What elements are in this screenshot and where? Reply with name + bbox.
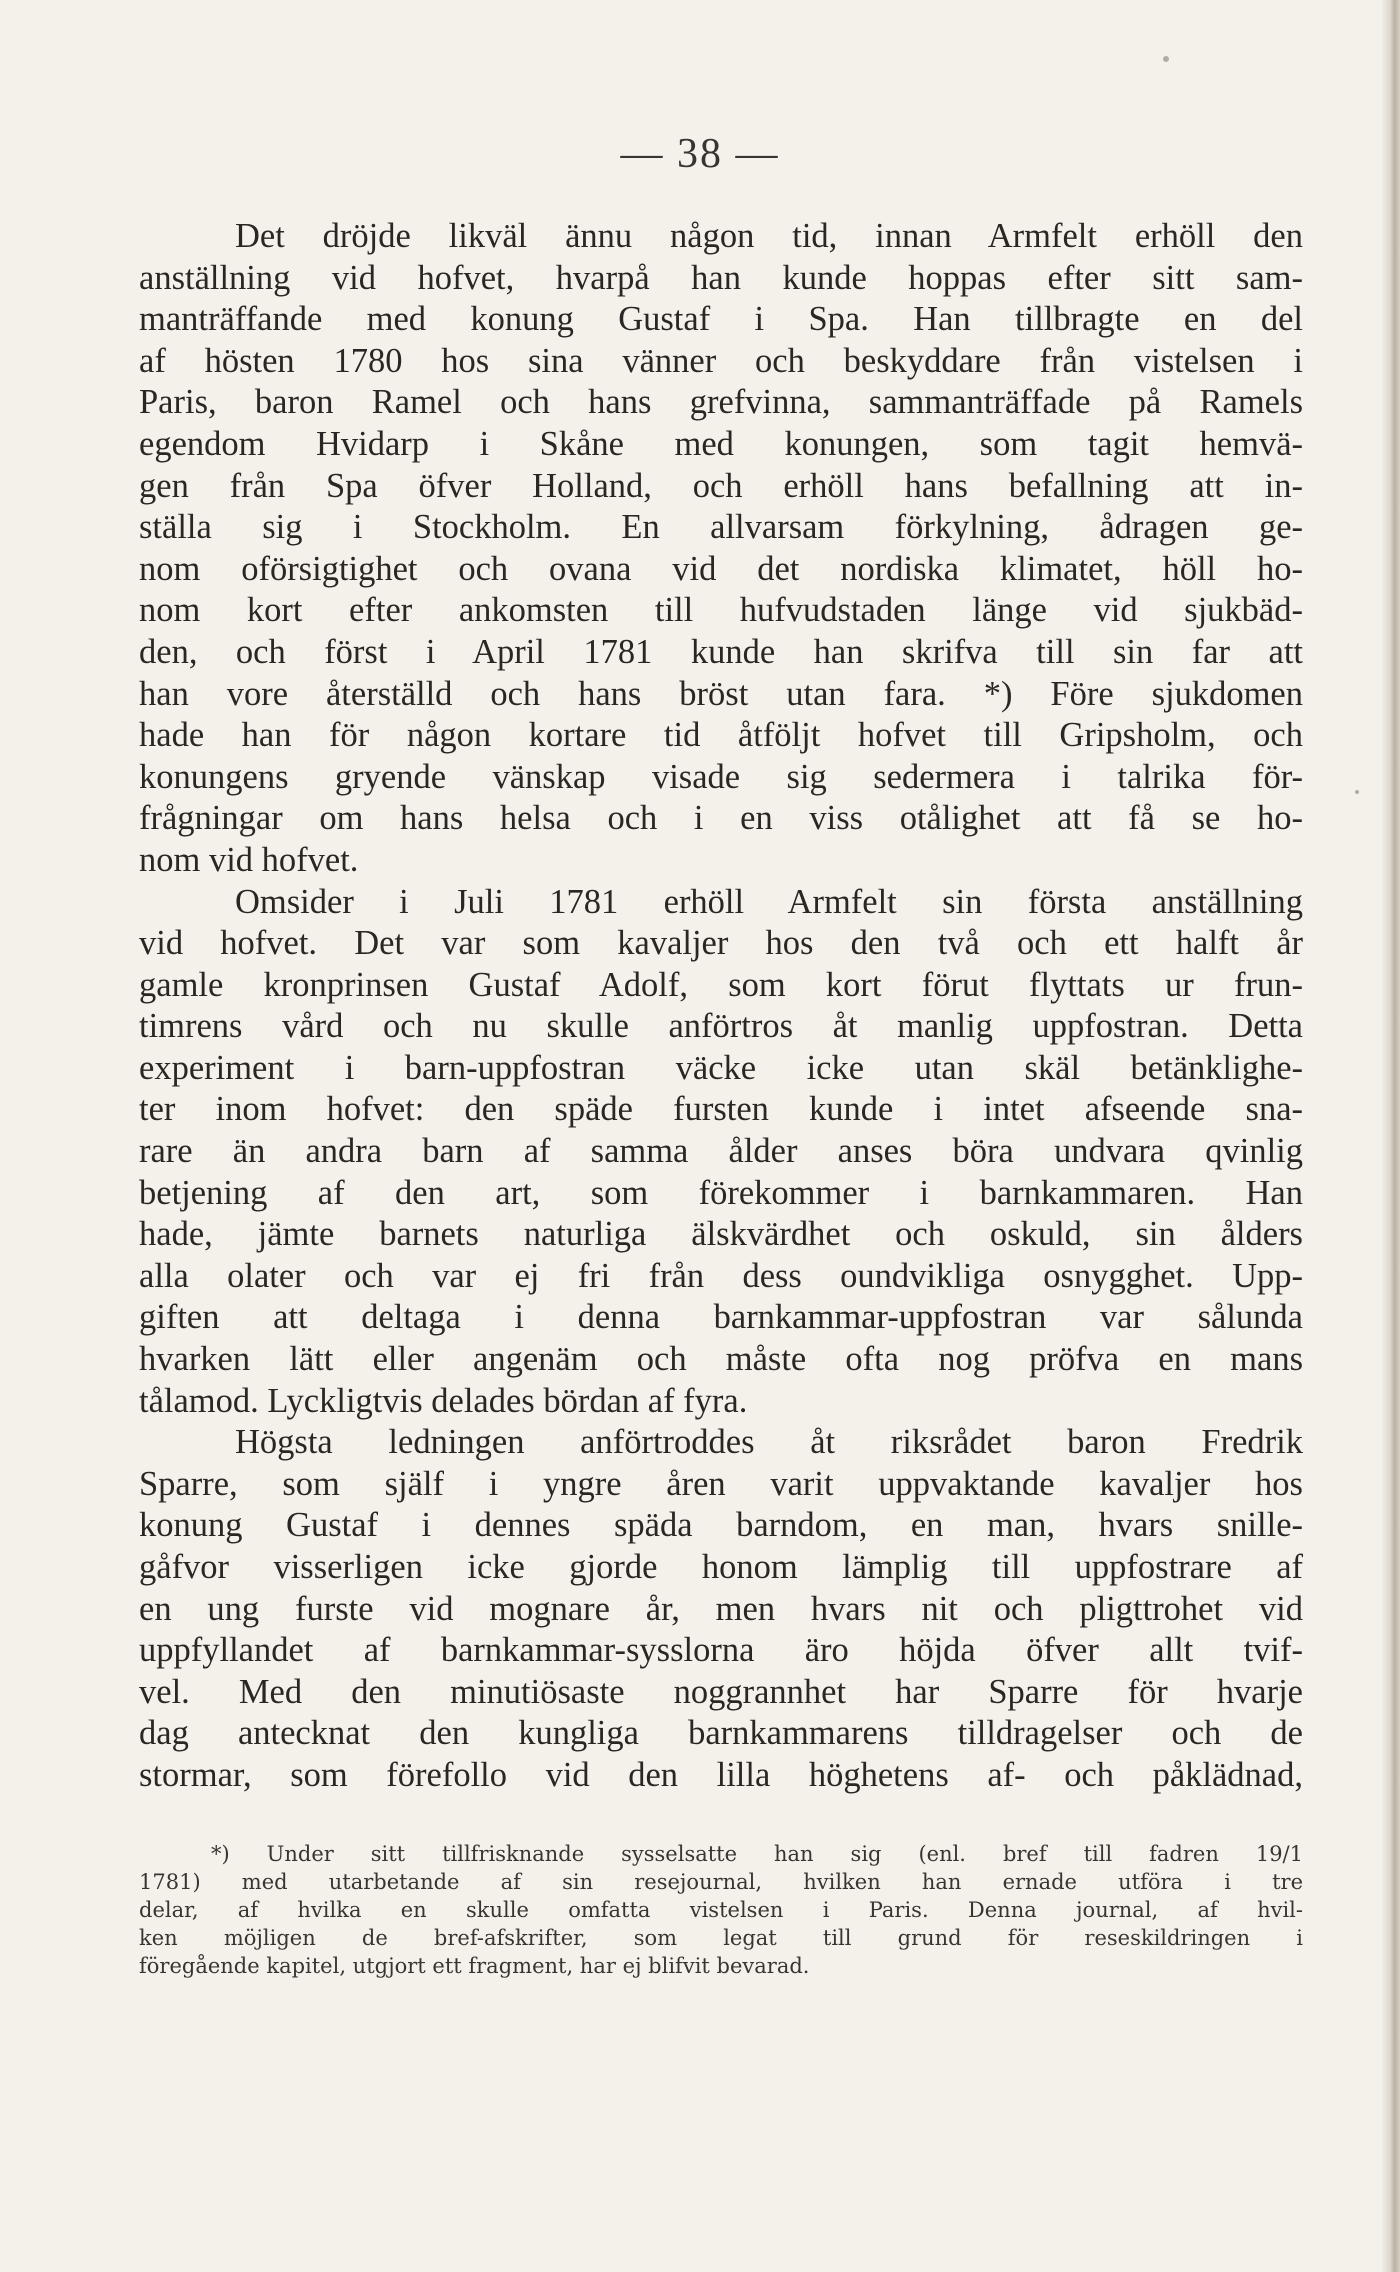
text-line: gen från Spa öfver Holland, och erhöll hans befallning att in-	[139, 466, 1303, 505]
text-line: gåfvor visserligen icke gjorde honom lämplig till uppfostrare af	[139, 1548, 1303, 1586]
text-line: manträffande med konung Gustaf i Spa. Han tillbragte en del	[139, 300, 1303, 339]
text-line: tålamod. Lyckligtvis delades bördan af fyra.	[139, 1381, 748, 1420]
footnote-line: föregående kapitel, utgjort ett fragment, har ej blifvit bevarad.	[139, 1954, 810, 1978]
text-line: gamle kronprinsen Gustaf Adolf, som kort förut flyttats ur frun-	[139, 965, 1303, 1004]
text-line: dag antecknat den kungliga barnkammarens tilldragelser och de	[139, 1714, 1303, 1753]
text-line: alla olater och var ej fri från dess oundvikliga osnygghet. Upp-	[139, 1256, 1303, 1295]
text-line: konung Gustaf i dennes späda barndom, en man, hvars snille-	[139, 1506, 1303, 1545]
text-line: en ung furste vid mognare år, men hvars nit och pligttrohet vid	[139, 1589, 1303, 1628]
print-speck	[1163, 56, 1169, 62]
footnote-line: ken möjligen de bref-afskrifter, som legat till grund för reseskildringen i	[139, 1926, 1303, 1950]
text-line: Paris, baron Ramel och hans grefvinna, sammanträffade på Ramels	[139, 383, 1303, 422]
text-line: Sparre, som själf i yngre åren varit uppvaktande kavaljer hos	[139, 1464, 1303, 1503]
print-speck	[1355, 790, 1359, 794]
text-line: betjening af den art, som förekommer i barnkammaren. Han	[139, 1173, 1303, 1212]
text-line: nom vid hofvet.	[139, 840, 359, 879]
text-line: ställa sig i Stockholm. En allvarsam förkylning, ådragen ge-	[139, 508, 1303, 547]
text-line: vid hofvet. Det var som kavaljer hos den två och ett halft år	[139, 924, 1303, 963]
text-line: han vore återställd och hans bröst utan fara. *) Före sjukdomen	[139, 674, 1303, 713]
text-line: timrens vård och nu skulle anförtros åt manlig uppfostran. Detta	[139, 1007, 1303, 1046]
text-line: frågningar om hans helsa och i en viss otålighet att få se ho-	[139, 799, 1303, 838]
text-line: Det dröjde likväl ännu någon tid, innan Armfelt erhöll den	[235, 217, 1303, 255]
text-line: nom oförsigtighet och ovana vid det nordiska klimatet, höll ho-	[139, 549, 1303, 588]
text-line: nom kort efter ankomsten till hufvudstaden länge vid sjukbäd-	[139, 591, 1303, 630]
text-line: stormar, som förefollo vid den lilla höghetens af- och påklädnad,	[139, 1755, 1303, 1794]
footnote-line: 1781) med utarbetande af sin resejournal, hvilken han ernade utföra i tre	[139, 1870, 1303, 1894]
text-line: vel. Med den minutiösaste noggrannhet har Sparre för hvarje	[139, 1672, 1303, 1711]
text-line: ter inom hofvet: den späde fursten kunde i intet afseende sna-	[139, 1090, 1303, 1129]
body-text	[139, 216, 1303, 1797]
text-line: Högsta ledningen anförtroddes åt riksrådet baron Fredrik	[235, 1423, 1303, 1462]
text-line: hade, jämte barnets naturliga älskvärdhet och oskuld, sin ålders	[139, 1215, 1303, 1254]
page-number: — 38 —	[620, 131, 780, 177]
text-line: konungens gryende vänskap visade sig sedermera i talrika för-	[139, 757, 1303, 796]
text-line: egendom Hvidarp i Skåne med konungen, som tagit hemvä-	[139, 424, 1303, 463]
text-line: rare än andra barn af samma ålder anses böra undvara qvinlig	[139, 1132, 1303, 1171]
footnote-line: *) Under sitt tillfrisknande sysselsatte han sig (enl. bref till fadren 19/1	[211, 1842, 1303, 1866]
scan-page-edge	[1382, 0, 1400, 2272]
text-line: Omsider i Juli 1781 erhöll Armfelt sin första anställning	[235, 882, 1303, 921]
text-line: giften att deltaga i denna barnkammar-uppfostran var sålunda	[139, 1298, 1303, 1337]
text-line: uppfyllandet af barnkammar-sysslorna äro höjda öfver allt tvif-	[139, 1631, 1303, 1670]
text-line: hade han för någon kortare tid åtföljt hofvet till Gripsholm, och	[139, 716, 1303, 755]
text-line: den, och först i April 1781 kunde han skrifva till sin far att	[139, 632, 1303, 671]
text-line: experiment i barn-uppfostran väcke icke utan skäl betänklighe-	[139, 1048, 1303, 1087]
text-line: hvarken lätt eller angenäm och måste ofta nog pröfva en mans	[139, 1340, 1303, 1379]
text-line: af hösten 1780 hos sina vänner och beskyddare från vistelsen i	[139, 341, 1303, 380]
footnote-line: delar, af hvilka en skulle omfatta vistelsen i Paris. Denna journal, af hvil-	[139, 1898, 1303, 1922]
text-line: anställning vid hofvet, hvarpå han kunde hoppas efter sitt sam-	[139, 258, 1303, 297]
footnote	[139, 1840, 1303, 1980]
